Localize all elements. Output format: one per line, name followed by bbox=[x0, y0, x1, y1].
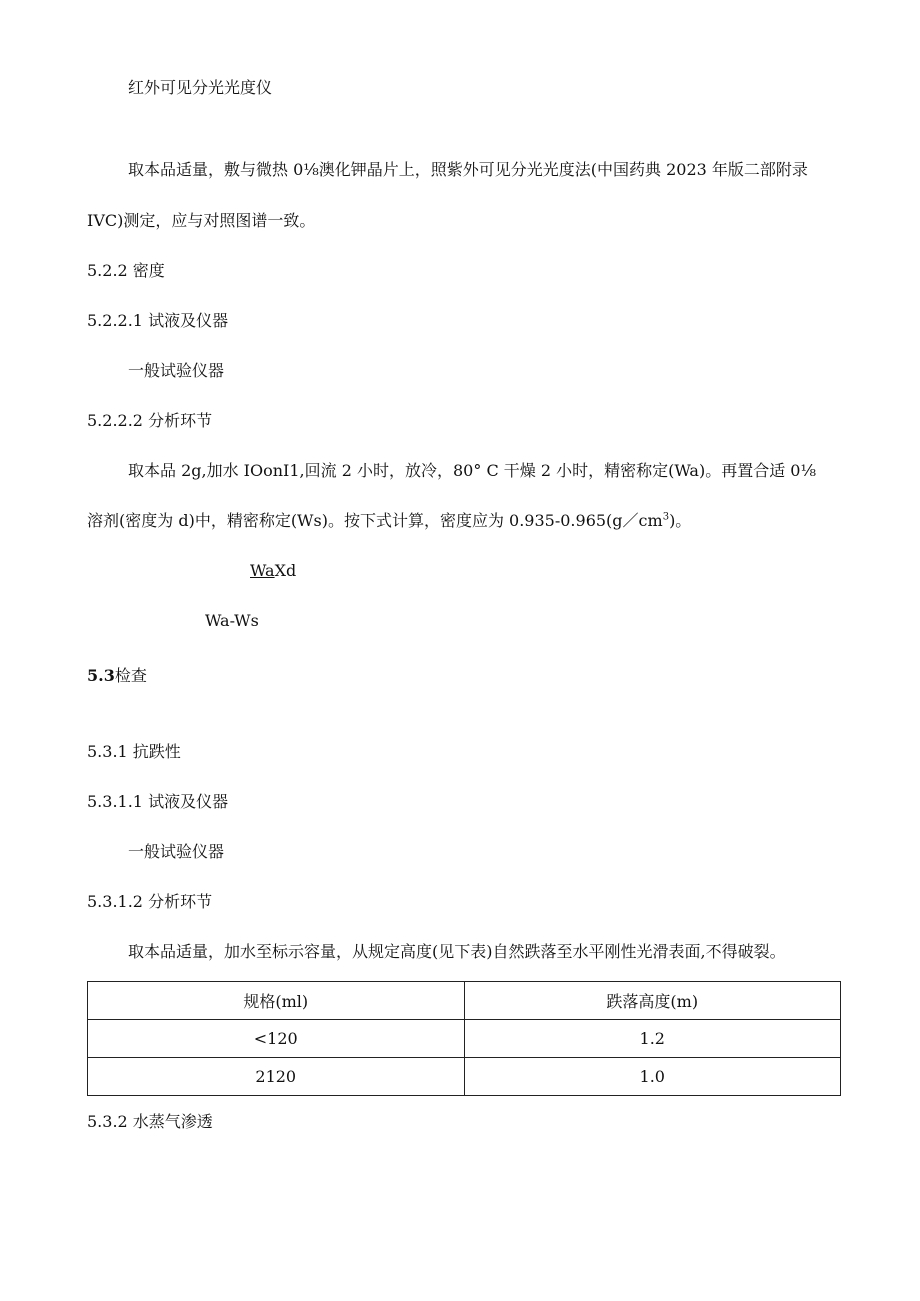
table-header-height: 跌落高度(m) bbox=[464, 982, 841, 1020]
table-row bbox=[88, 1020, 841, 1058]
heading-5-3-number: 5.3 bbox=[87, 666, 115, 685]
density-text: 溶剂(密度为 d)中，精密称定(Ws)。按下式计算，密度应为 0.935-0.965(g／cm bbox=[87, 511, 663, 530]
table-cell: <120 bbox=[88, 1020, 465, 1058]
formula-denominator: Wa-Ws bbox=[205, 611, 259, 630]
general-instruments-1: 一般试验仪器 bbox=[128, 361, 225, 380]
table-cell: 1.0 bbox=[464, 1058, 841, 1096]
heading-5-3-1: 5.3.1 抗跌性 bbox=[87, 742, 181, 761]
heading-5-3-1-1: 5.3.1.1 试液及仪器 bbox=[87, 792, 229, 811]
paragraph-density-line2 bbox=[87, 511, 691, 531]
formula-numerator bbox=[250, 561, 296, 581]
heading-5-3-1-2: 5.3.1.2 分析环节 bbox=[87, 892, 213, 911]
heading-5-3-text: 检查 bbox=[114, 666, 147, 685]
table-row bbox=[88, 1058, 841, 1096]
paragraph-drop-test: 取本品适量，加水至标示容量，从规定高度(见下表)自然跌落至水平刚性光滑表面,不得破裂。 bbox=[128, 942, 786, 961]
table-cell: 2120 bbox=[88, 1058, 465, 1096]
cube-superscript: 3 bbox=[662, 511, 670, 523]
formula-numerator-xd: Xd bbox=[274, 561, 297, 580]
paragraph-ir-line2: IVC)测定，应与对照图谱一致。 bbox=[87, 211, 316, 230]
table-header-spec: 规格(ml) bbox=[88, 982, 465, 1020]
heading-5-3-2: 5.3.2 水蒸气渗透 bbox=[87, 1112, 213, 1131]
table-cell: 1.2 bbox=[464, 1020, 841, 1058]
paragraph-ir-line1: 取本品适量，敷与微热 0⅛澳化钾晶片上，照紫外可见分光光度法(中国药典 2023 年版二部附录 bbox=[128, 160, 808, 179]
heading-5-2-2-1: 5.2.2.1 试液及仪器 bbox=[87, 311, 229, 330]
drop-height-table bbox=[87, 981, 841, 1096]
formula-numerator-wa: Wa bbox=[250, 561, 275, 580]
instrument-title: 红外可见分光光度仪 bbox=[128, 78, 273, 97]
heading-5-2-2-2: 5.2.2.2 分析环节 bbox=[87, 411, 213, 430]
heading-5-3 bbox=[87, 666, 147, 686]
paragraph-density-line1: 取本品 2g,加水 IOonI1,回流 2 小时，放冷，80° C 干燥 2 小时，精密称定(Wa)。再置合适 0⅛ bbox=[128, 461, 816, 480]
general-instruments-2: 一般试验仪器 bbox=[128, 842, 225, 861]
table-header-row bbox=[88, 982, 841, 1020]
heading-5-2-2: 5.2.2 密度 bbox=[87, 261, 165, 280]
density-text-end: )。 bbox=[669, 511, 692, 530]
